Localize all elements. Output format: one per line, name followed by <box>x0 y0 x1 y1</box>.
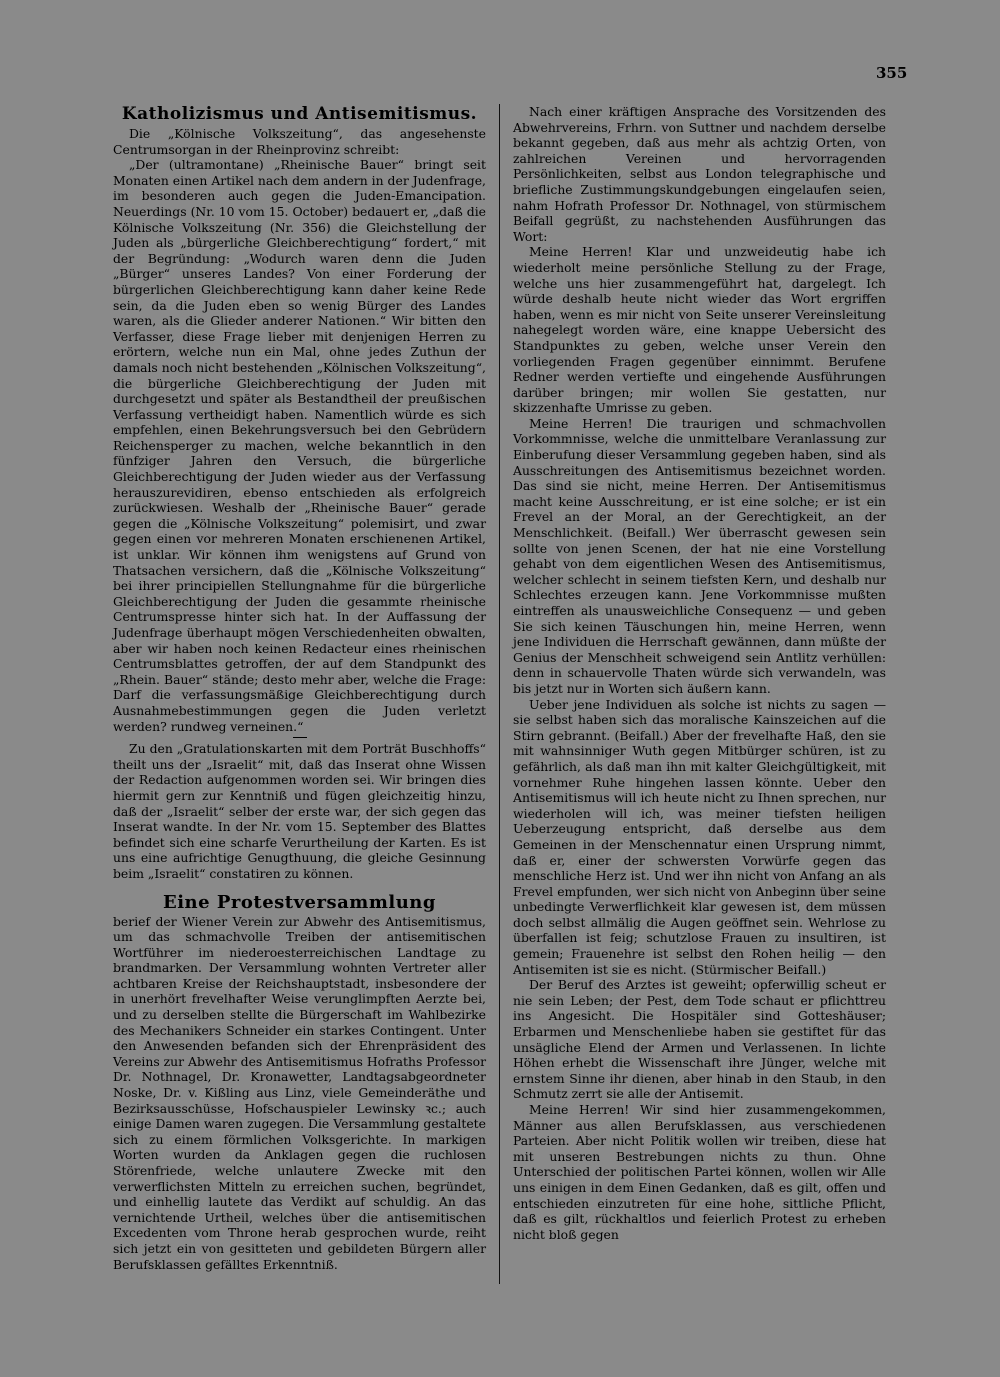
paragraph: Der Beruf des Arztes ist geweiht; opferwillig scheut er nie sein Leben; der Pest, dem Tode schaut er pflichttreu ins Angesicht. Die Hospitäler sind Gotteshäuser; Erbarmen und Menschenliebe haben sie gestiftet für das unsägliche Elend der Armen und Verlassenen. In lichte Höhen erhebt die Wissenschaft ihre Jünger, welche mit ernstem Sinne ihr dienen, aber hinab in den Staub, in den Schmutz zerrt sie alle der Antisemit. <box>513 977 886 1102</box>
right-column <box>513 104 886 1242</box>
left-column <box>113 104 486 1272</box>
paragraph: „Der (ultramontane) „Rheinische Bauer“ bringt seit Monaten einen Artikel nach dem andern in der Judenfrage, im besonderen auch gegen die Juden-Emancipation. Neuerdings (Nr. 10 vom 15. October) bedauert er, „daß die Kölnische Volkszeitung (Nr. 356) die Gleichstellung der Juden als „bürgerliche Gleichberechtigung“ fordert,“ mit der Begründung: „Wodurch waren denn die Juden „Bürger“ unseres Landes? Von einer Forderung der bürgerlichen Gleichberechtigung kann daher keine Rede sein, da die Juden eben so wenig Bürger des Landes waren, als die Glieder anderer Nationen.“ Wir bitten den Verfasser, diese Frage lieber mit denjenigen Herren zu erörtern, welche nun ein Mal, ohne jedes Zuthun der damals noch nicht bestehenden „Kölnischen Volkszeitung“, die bürgerliche Gleichberechtigung der Juden mit durchgesetzt und später als Bestandtheil der preußischen Verfassung vertheidigt haben. Namentlich würde es sich empfehlen, einen Bekehrungsversuch bei den Gebrüdern Reichensperger zu machen, welche bekanntlich in den fünfziger Jahren den Versuch, die bürgerliche Gleichberechtigung der Juden wieder aus der Verfassung herauszurevidiren, ebenso entschieden als erfolgreich zurückwiesen. Weshalb der „Rheinische Bauer“ gerade gegen die „Kölnische Volkszeitung“ polemisirt, und zwar gegen einen vor mehreren Monaten erschienenen Artikel, ist unklar. Wir können ihm wenigstens auf Grund von Thatsachen versichern, daß die „Kölnische Volkszeitung“ bei ihrer principiellen Stellungnahme für die bürgerliche Gleichberechtigung der Juden die gesammte rheinische Centrumspresse hinter sich hat. In der Auffassung der Judenfrage überhaupt mögen Verschiedenheiten obwalten, aber wir haben noch keinen Redacteur eines rheinischen Centrumsblattes getroffen, der auf dem Standpunkt des „Rhein. Bauer“ stände; desto mehr aber, welche die Frage: Darf die verfassungsmäßige Gleichberechtigung durch Ausnahmebestimmungen gegen die Juden verletzt werden? rundweg verneinen.“ <box>113 157 486 734</box>
paragraph: Zu den „Gratulationskarten mit dem Porträt Buschhoffs“ theilt uns der „Israelit“ mit, daß das Inserat ohne Wissen der Redaction aufgenommen worden sei. Wir bringen dies hiermit gern zur Kenntniß und fügen gleichzeitig hinzu, daß der „Israelit“ selber der erste war, der sich gegen das Inserat wandte. In der Nr. vom 15. September des Blattes befindet sich eine scharfe Verurtheilung der Karten. Es ist uns eine aufrichtige Genugthuung, die gleiche Gesinnung beim „Israelit“ constatiren zu können. <box>113 741 486 881</box>
article-heading-protest: Eine Protestversammlung <box>163 891 436 913</box>
page-number: 355 <box>876 64 908 82</box>
paragraph: Ueber jene Individuen als solche ist nichts zu sagen — sie selbst haben sich das moralische Kainszeichen auf die Stirn gebrannt. (Beifall.) Aber der frevelhafte Haß, den sie mit wahnsinniger Wuth gegen Mitbürger schüren, ist zu gefährlich, als daß man ihn mit kalter Gleichgültigkeit, mit vornehmer Ruhe hingehen lassen könnte. Ueber den Antisemitismus will ich heute nicht zu Ihnen sprechen, nur wiederholen will ich, was meiner tiefsten heiligen Ueberzeugung entspricht, daß derselbe aus dem Gemeinen in der Menschennatur einen Ursprung nimmt, daß er, einer der schwersten Vorwürfe gegen das menschliche Herz ist. Und wer ihn nicht von Anfang an als Frevel empfunden, wer sich nicht von Anbeginn über seine unbedingte Verwerflichkeit klar gewesen ist, dem müssen doch selbst allmälig die Augen geöffnet sein. Wehrlose zu überfallen ist feig; schutzlose Frauen zu insultiren, ist gemein; Frauenehre ist selbst den Rohen heilig — den Antisemiten ist sie es nicht. (Stürmischer Beifall.) <box>513 696 886 977</box>
paragraph: Meine Herren! Klar und unzweideutig habe ich wiederholt meine persönliche Stellung zu der Frage, welche uns hier zusammengeführt hat, dargelegt. Ich würde deshalb heute nicht wieder das Wort ergriffen haben, wenn es mir nicht von Seite unserer Vereinsleitung nahegelegt worden wäre, eine knappe Uebersicht des Standpunktes zu geben, welche unser Verein den vorliegenden Fragen gegenüber einnimmt. Berufene Redner werden vertiefte und eingehende Ausführungen darüber bringen; mir wollen Sie gestatten, nur skizzenhafte Umrisse zu geben. <box>513 244 886 416</box>
paragraph: Nach einer kräftigen Ansprache des Vorsitzenden des Abwehrvereins, Frhrn. von Suttner und nachdem derselbe bekannt gegeben, daß aus mehr als achtzig Orten, von zahlreichen Vereinen und hervorragenden Persönlichkeiten, selbst aus London telegraphische und briefliche Zustimmungskundgebungen eingelaufen seien, nahm Hofrath Professor Dr. Nothnagel, von stürmischem Beifall gegrüßt, zu nachstehenden Ausführungen das Wort: <box>513 104 886 244</box>
paragraph: berief der Wiener Verein zur Abwehr des Antisemitismus, um das schmachvolle Treiben der antisemitischen Wortführer im niederoesterreichischen Landtage zu brandmarken. Der Versammlung wohnten Vertreter aller achtbaren Kreise der Reichshauptstadt, insbesondere der in unerhört frevelhafter Weise verunglimpften Aerzte bei, und zu derselben stellte die Bürgerschaft im Wahlbezirke des Mechanikers Schneider ein starkes Contingent. Unter den Anwesenden befanden sich der Ehrenpräsident des Vereins zur Abwehr des Antisemitismus Hofraths Professor Dr. Nothnagel, Dr. Kronawetter, Landtagsabgeordneter Noske, Dr. v. Kißling aus Linz, viele Gemeinderäthe und Bezirksausschüsse, Hofschauspieler Lewinsky ꝛc.; auch einige Damen waren zugegen. Die Versammlung gestaltete sich zu einem förmlichen Volksgerichte. In markigen Worten wurden da Anklagen gegen die ruchlosen Störenfriede, welche unlautere Zwecke mit den verwerflichsten Mitteln zu erreichen suchen, begründet, und einhellig lautete das Verdikt auf schuldig. An das vernichtende Urtheil, welches über die antisemitischen Excedenten vom Throne herab gesprochen wurde, reiht sich jetzt ein von gesitteten und gebildeten Bürgern aller Berufsklassen gefälltes Erkenntniß. <box>113 913 486 1272</box>
article-heading-catholicism: Katholizismus und Antisemitismus. <box>121 104 478 124</box>
paragraph: Meine Herren! Die traurigen und schmachvollen Vorkommnisse, welche die unmittelbare Veranlassung zur Einberufung dieser Versammlung gegeben haben, sind als Ausschreitungen des Antisemitismus bezeichnet worden. Das sind sie nicht, meine Herren. Der Antisemitismus macht keine Ausschreitung, er ist eine solche; er ist ein Frevel an der Moral, an der Gerechtigkeit, an der Menschlichkeit. (Beifall.) Wer überrascht gewesen sein sollte von jenen Scenen, der hat nie eine Vorstellung gehabt von dem eigentlichen Wesen des Antisemitismus, welcher schlecht in seinem tiefsten Kern, und deshalb nur Schlechtes erzeugen kann. Jene Vorkommnisse mußten eintreffen als unausweichliche Consequenz — und geben Sie sich keinen Täuschungen hin, meine Herren, wenn jene Individuen die Herrschaft gewännen, dann müßte der Genius der Menschheit schweigend sein Antlitz verhüllen: denn in schauervolle Thaten würde sich verwandeln, was bis jetzt nur in Worten sich äußern kann. <box>513 415 886 696</box>
paragraph: Die „Kölnische Volkszeitung“, das angesehenste Centrumsorgan in der Rheinprovinz schreibt: <box>113 126 486 157</box>
divider <box>293 737 307 738</box>
paragraph: Meine Herren! Wir sind hier zusammengekommen, Männer aus allen Berufsklassen, aus verschiedenen Parteien. Aber nicht Politik wollen wir treiben, diese hat mit unseren Bestrebungen nichts zu thun. Ohne Unterschied der politischen Partei können, wollen wir Alle uns einigen in dem Einen Gedanken, daß es gilt, offen und entschieden einzutreten für eine hohe, sittliche Pflicht, daß es gilt, rückhaltlos und feierlich Protest zu erheben nicht bloß gegen <box>513 1102 886 1242</box>
column-divider <box>499 104 500 1284</box>
